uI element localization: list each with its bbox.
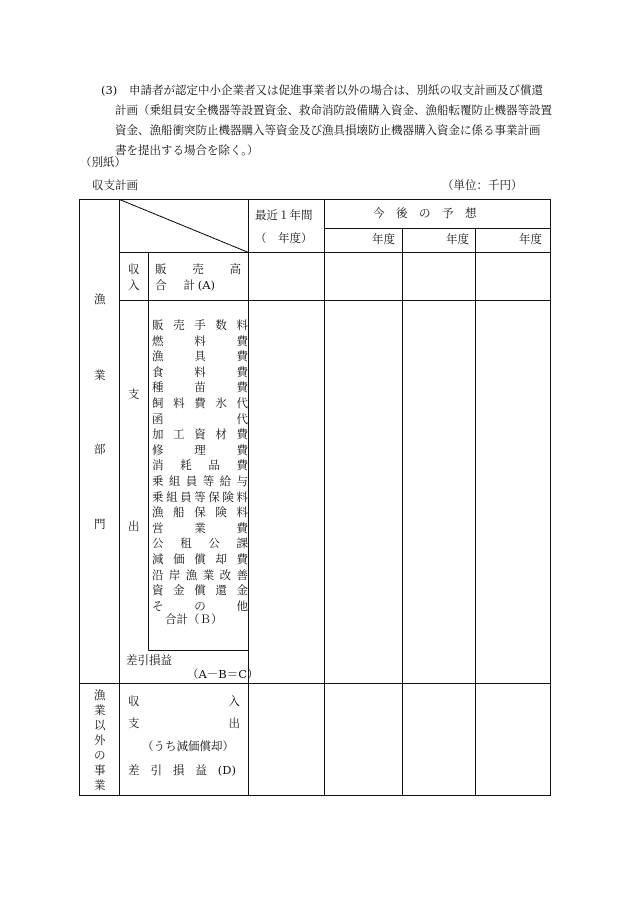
income-label-char: 収 [128,262,140,276]
paragraph-number: (3) [101,83,118,97]
nonfishery-net-label: 差引損益(D) [128,763,236,777]
unit-label: （単位：千円） [442,178,523,192]
expense-item: 漁船保険料 [152,505,248,520]
nonfishery-section-char: 漁 [94,688,106,702]
nonfishery-section-char: 業 [94,778,106,792]
expense-item: 乗組員等保険料 [152,489,248,504]
nonfishery-section-char: の [94,748,106,762]
expense-item: 公租公課 [152,536,248,551]
expense-item: 消耗品費 [152,458,248,473]
fishery-section-char: 漁 [94,292,106,306]
year-label-1: 年度 [372,232,395,246]
sales-total-label: 合 計(A) [155,278,215,292]
expense-item: 販売手数料 [152,318,248,332]
forecast-label: 今 後 の 予 想 [373,206,477,220]
fishery-section-char: 業 [94,368,106,382]
fishery-section-char: 部 [94,442,106,456]
nonfishery-section-char: 事 [94,763,106,777]
expense-item: 修理費 [152,442,248,457]
expense-item: 函代 [152,411,248,426]
fishery-section-char: 門 [94,517,106,531]
paragraph-line: 計画（乗組員安全機器等設置資金、救命消防設備購入資金、漁船転覆防止機器等設置 [115,103,552,117]
paragraph-line: 資金、漁船衝突防止機器購入等資金及び漁具損壊防止機器購入資金に係る事業計画 [115,123,541,137]
net-profit-formula: （A－B＝C） [187,667,259,681]
nonfishery-section-char: 業 [94,703,106,717]
expense-label-char: 出 [128,519,140,533]
expense-item: 飼料費氷代 [152,395,248,410]
expense-item: 燃料費 [152,333,248,348]
expense-item: 種苗費 [152,380,248,395]
expense-item: 減価償却費 [152,551,248,566]
year-label-2: 年度 [446,232,469,246]
expense-label-char: 支 [128,387,140,401]
net-profit-label: 差引損益 [126,653,172,667]
expense-item: 乗組員等給与 [152,473,248,488]
expense-item: 加工資材費 [152,427,248,442]
form-title: 収支計画 [92,178,138,192]
expense-item: 資金償還金 [152,583,248,598]
year-label-3: 年度 [519,232,542,246]
nonfishery-income-label: 収入 [128,694,240,708]
nonfishery-expense-label: 支出 [128,716,240,730]
expense-total-label: 合計（Ｂ） [165,612,223,626]
attachment-label: （別紙） [80,155,126,169]
expense-item: 沿岸漁業改善 [152,567,248,582]
expense-item: 営業費 [152,520,248,535]
expense-item: 漁具費 [152,349,248,364]
paragraph-line: 書を提出する場合を除く。） [115,143,259,157]
nonfishery-section-char: 以 [94,718,106,732]
paragraph-line: 申請者が認定中小企業者又は促進事業者以外の場合は、別紙の収支計画及び償還 [129,83,543,97]
recent-year-fiscal: （ 年度） [255,231,313,245]
nonfishery-depreciation-label: （うち減価償却） [142,739,234,753]
recent-year-label: 最近１年間 [255,208,313,222]
expense-item: 食料費 [152,364,248,379]
sales-label: 販 売 高 [155,262,241,276]
income-label-char: 入 [128,278,140,292]
nonfishery-section-char: 外 [94,733,106,747]
expense-item-list [152,318,248,614]
expense-item: その他 [152,598,248,613]
